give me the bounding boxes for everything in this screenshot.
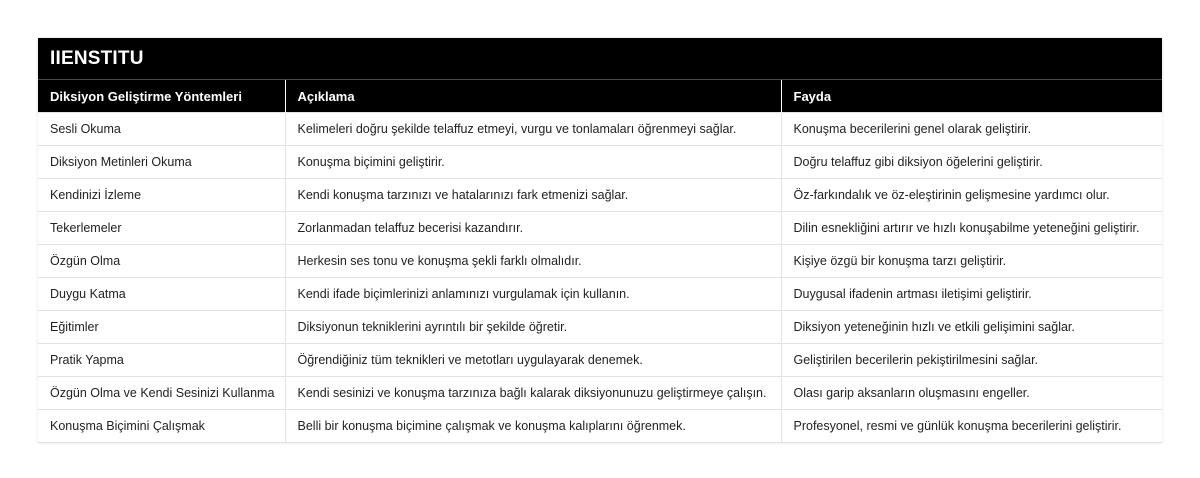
table-row [38, 278, 1162, 311]
cell-method: Özgün Olma [38, 245, 285, 278]
cell-method: Sesli Okuma [38, 113, 285, 146]
cell-method: Pratik Yapma [38, 344, 285, 377]
data-table [38, 80, 1162, 443]
cell-method: Eğitimler [38, 311, 285, 344]
cell-description: Zorlanmadan telaffuz becerisi kazandırır. [285, 212, 781, 245]
cell-method: Özgün Olma ve Kendi Sesinizi Kullanma [38, 377, 285, 410]
table-row [38, 113, 1162, 146]
cell-description: Kendi sesinizi ve konuşma tarzınıza bağlı kalarak diksiyonunuzu geliştirmeye çalışın. [285, 377, 781, 410]
table-row [38, 344, 1162, 377]
cell-description: Kendi konuşma tarzınızı ve hatalarınızı fark etmenizi sağlar. [285, 179, 781, 212]
header-row [38, 80, 1162, 113]
cell-benefit: Profesyonel, resmi ve günlük konuşma becerilerini geliştirir. [781, 410, 1162, 443]
table-row [38, 245, 1162, 278]
table-row [38, 212, 1162, 245]
cell-benefit: Doğru telaffuz gibi diksiyon öğelerini geliştirir. [781, 146, 1162, 179]
cell-method: Kendinizi İzleme [38, 179, 285, 212]
table-row [38, 410, 1162, 443]
cell-description: Belli bir konuşma biçimine çalışmak ve konuşma kalıplarını öğrenmek. [285, 410, 781, 443]
cell-description: Öğrendiğiniz tüm teknikleri ve metotları uygulayarak denemek. [285, 344, 781, 377]
cell-benefit: Dilin esnekliğini artırır ve hızlı konuşabilme yeteneğini geliştirir. [781, 212, 1162, 245]
cell-description: Konuşma biçimini geliştirir. [285, 146, 781, 179]
cell-description: Kelimeleri doğru şekilde telaffuz etmeyi, vurgu ve tonlamaları öğrenmeyi sağlar. [285, 113, 781, 146]
table-row [38, 377, 1162, 410]
cell-benefit: Kişiye özgü bir konuşma tarzı geliştirir. [781, 245, 1162, 278]
cell-description: Kendi ifade biçimlerinizi anlamınızı vurgulamak için kullanın. [285, 278, 781, 311]
cell-benefit: Duygusal ifadenin artması iletişimi geliştirir. [781, 278, 1162, 311]
table-container [38, 38, 1162, 443]
table-title: IIENSTITU [38, 38, 1162, 80]
table-row [38, 311, 1162, 344]
table-row [38, 179, 1162, 212]
column-header-methods: Diksiyon Geliştirme Yöntemleri [38, 80, 285, 113]
cell-benefit: Konuşma becerilerini genel olarak geliştirir. [781, 113, 1162, 146]
table-row [38, 146, 1162, 179]
cell-benefit: Öz-farkındalık ve öz-eleştirinin gelişmesine yardımcı olur. [781, 179, 1162, 212]
cell-method: Duygu Katma [38, 278, 285, 311]
cell-method: Tekerlemeler [38, 212, 285, 245]
cell-method: Konuşma Biçimini Çalışmak [38, 410, 285, 443]
cell-benefit: Olası garip aksanların oluşmasını engeller. [781, 377, 1162, 410]
column-header-benefit: Fayda [781, 80, 1162, 113]
cell-description: Diksiyonun tekniklerini ayrıntılı bir şekilde öğretir. [285, 311, 781, 344]
cell-benefit: Diksiyon yeteneğinin hızlı ve etkili gelişimini sağlar. [781, 311, 1162, 344]
cell-description: Herkesin ses tonu ve konuşma şekli farklı olmalıdır. [285, 245, 781, 278]
column-header-description: Açıklama [285, 80, 781, 113]
cell-method: Diksiyon Metinleri Okuma [38, 146, 285, 179]
cell-benefit: Geliştirilen becerilerin pekiştirilmesini sağlar. [781, 344, 1162, 377]
